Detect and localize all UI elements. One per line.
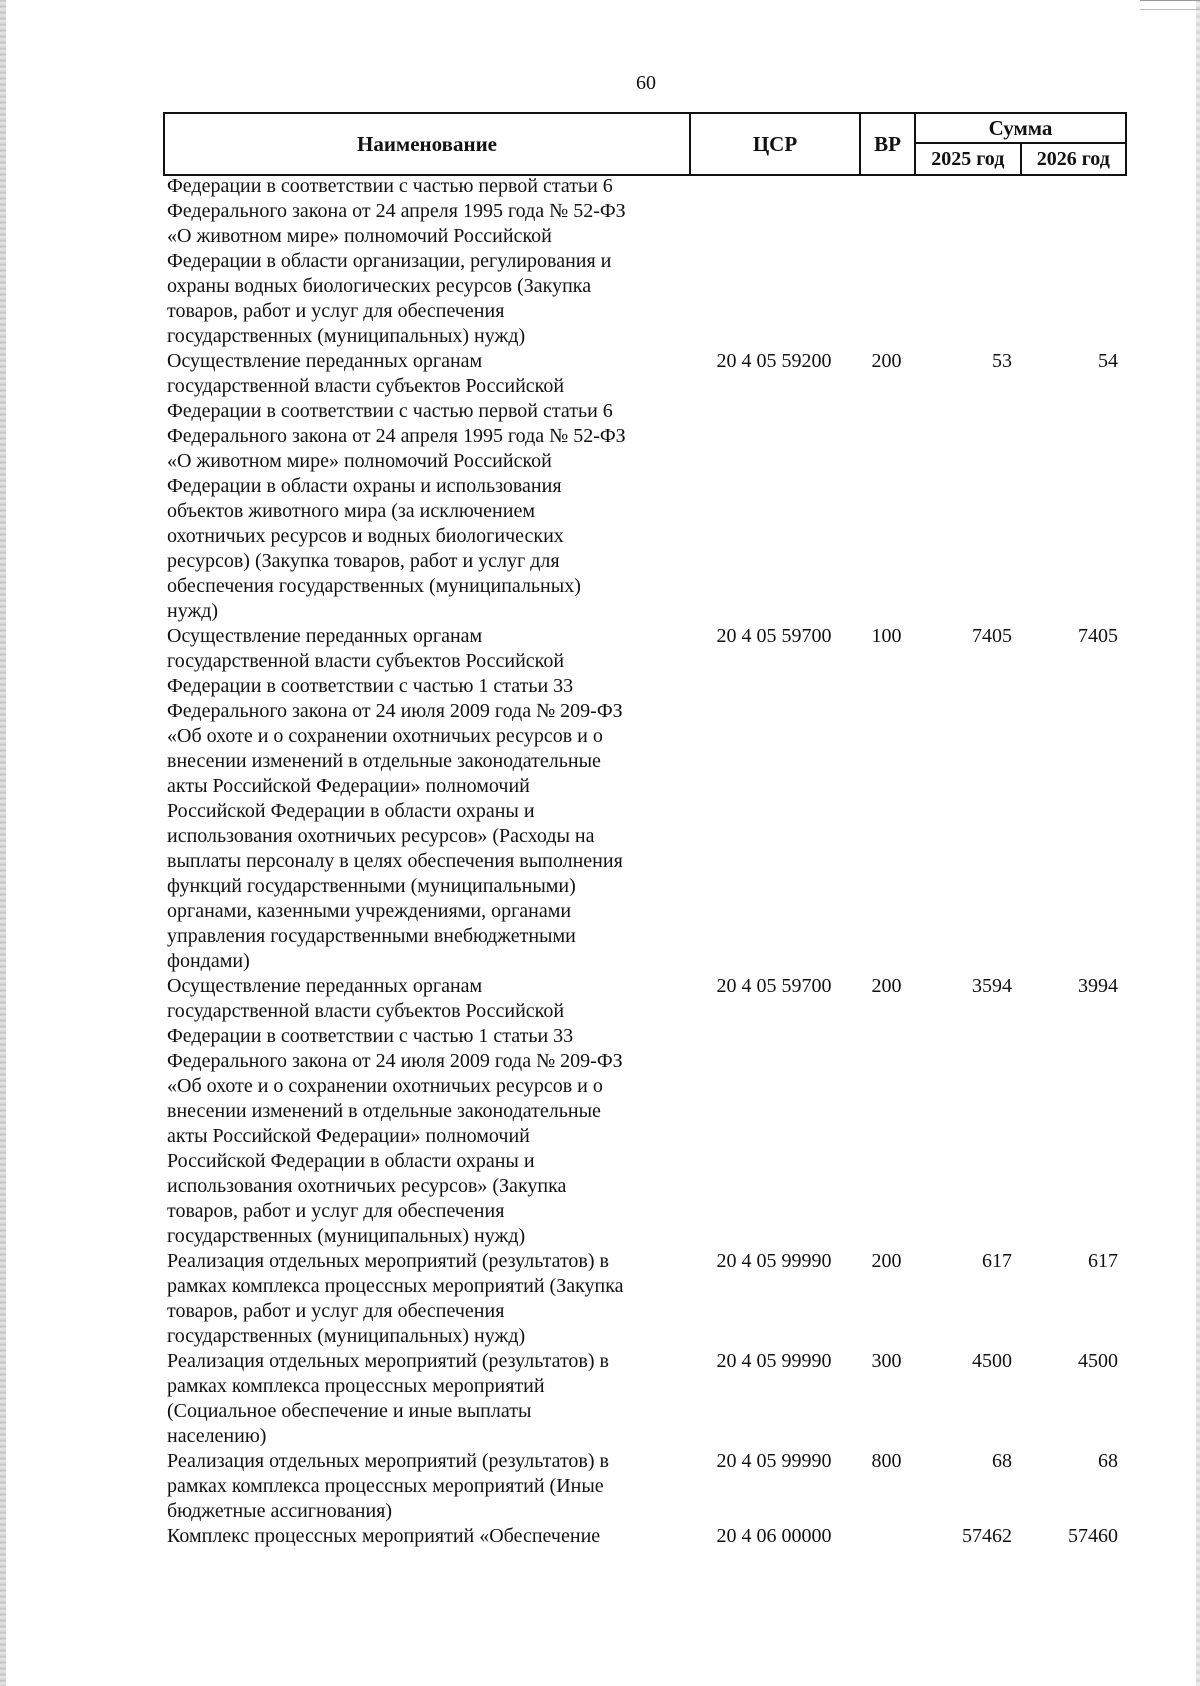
header-year-2025: 2025 год: [916, 144, 1022, 174]
scan-corner-mark: [1140, 0, 1200, 10]
row-name: Реализация отдельных мероприятий (результатов) в рамках комплекса процессных мероприятий (Закупка товаров, работ и услуг для обеспечения государственных (муниципальных) нужд): [167, 1250, 624, 1347]
table-row: [163, 974, 1127, 1249]
row-vr: 200: [871, 350, 902, 372]
row-sum-2025: 68: [992, 1450, 1012, 1472]
row-name: Реализация отдельных мероприятий (результатов) в рамках комплекса процессных мероприятий (Социальное обеспечение и иные выплаты населению): [167, 1350, 609, 1447]
header-year-2026: 2026 год: [1036, 147, 1110, 170]
table-row: [163, 1249, 1127, 1349]
header-sum: Сумма: [916, 114, 1125, 144]
row-csr: 20 4 05 59700: [716, 625, 832, 647]
row-sum-2026: 68: [1098, 1450, 1118, 1472]
row-sum-2025: 4500: [972, 1350, 1012, 1372]
row-sum-2025: 3594: [972, 975, 1012, 997]
table-row: [163, 349, 1127, 624]
row-csr: 20 4 05 99990: [716, 1250, 832, 1272]
row-sum-2026: 57460: [1068, 1525, 1118, 1547]
row-sum-2025: 7405: [972, 625, 1012, 647]
row-vr: 300: [871, 1350, 902, 1372]
row-sum-2025: 57462: [962, 1525, 1012, 1547]
row-sum-2026: 7405: [1078, 625, 1118, 647]
row-sum-2026: 54: [1098, 350, 1118, 372]
row-vr: 200: [871, 975, 902, 997]
row-vr: 800: [871, 1450, 902, 1472]
row-vr: 100: [871, 625, 902, 647]
row-csr: 20 4 06 00000: [716, 1525, 832, 1547]
table-row: [163, 174, 1127, 349]
row-csr: 20 4 05 59200: [716, 350, 832, 372]
table-row: [163, 1449, 1127, 1524]
row-csr: 20 4 05 99990: [716, 1350, 832, 1372]
header-years: [916, 144, 1125, 174]
row-sum-2025: 617: [982, 1250, 1012, 1272]
page-number: 60: [636, 72, 656, 94]
scan-edge-left: [0, 0, 6, 1686]
table-body: [163, 174, 1127, 1549]
table-row: [163, 624, 1127, 974]
row-sum-2025: 53: [992, 350, 1012, 372]
row-sum-2026: 4500: [1078, 1350, 1118, 1372]
header-vr: ВР: [861, 114, 916, 174]
row-sum-2026: 617: [1088, 1250, 1118, 1272]
row-name: Осуществление переданных органам государственной власти субъектов Российской Федерации в соответствии с частью 1 статьи 33 Федерального закона от 24 июля 2009 года № 209-ФЗ «Об охоте и о сохранении охотничьих ресурсов и о внесении изменений в отдельные законодательные акты Российской Федерации» полномочий Российской Федерации в области охраны и использования охотничьих ресурсов» (Расходы на выплаты персоналу в целях обеспечения выполнения функций государственными (муниципальными) органами, казенными учреждениями, органами управления государственными внебюджетными фондами): [167, 625, 623, 972]
row-csr: 20 4 05 59700: [716, 975, 832, 997]
row-name: Комплекс процессных мероприятий «Обеспечение: [167, 1525, 601, 1547]
header-sum-group: [916, 114, 1125, 174]
header-name: Наименование: [165, 114, 691, 174]
row-name: Федерации в соответствии с частью первой статьи 6 Федерального закона от 24 апреля 1995 года № 52-ФЗ «О животном мире» полномочий Российской Федерации в области организации, регулирования и охраны водных биологических ресурсов (Закупка товаров, работ и услуг для обеспечения государственных (муниципальных) нужд): [167, 175, 626, 347]
row-vr: 200: [871, 1250, 902, 1272]
table-row: [163, 1349, 1127, 1449]
row-csr: 20 4 05 99990: [716, 1450, 832, 1472]
row-name: Осуществление переданных органам государственной власти субъектов Российской Федерации в соответствии с частью первой статьи 6 Федерального закона от 24 апреля 1995 года № 52-ФЗ «О животном мире» полномочий Российской Федерации в области охраны и использования объектов животного мира (за исключением охотничьих ресурсов и водных биологических ресурсов) (Закупка товаров, работ и услуг для обеспечения государственных (муниципальных) нужд): [167, 350, 626, 622]
row-sum-2026: 3994: [1078, 975, 1118, 997]
scan-edge-right: [1196, 0, 1200, 1686]
table-row: [163, 1524, 1127, 1549]
header-csr: ЦСР: [691, 114, 861, 174]
row-name: Осуществление переданных органам государственной власти субъектов Российской Федерации в соответствии с частью 1 статьи 33 Федерального закона от 24 июля 2009 года № 209-ФЗ «Об охоте и о сохранении охотничьих ресурсов и о внесении изменений в отдельные законодательные акты Российской Федерации» полномочий Российской Федерации в области охраны и использования охотничьих ресурсов» (Закупка товаров, работ и услуг для обеспечения государственных (муниципальных) нужд): [167, 975, 623, 1247]
table-header: [163, 112, 1127, 176]
row-name: Реализация отдельных мероприятий (результатов) в рамках комплекса процессных мероприятий (Иные бюджетные ассигнования): [167, 1450, 609, 1522]
